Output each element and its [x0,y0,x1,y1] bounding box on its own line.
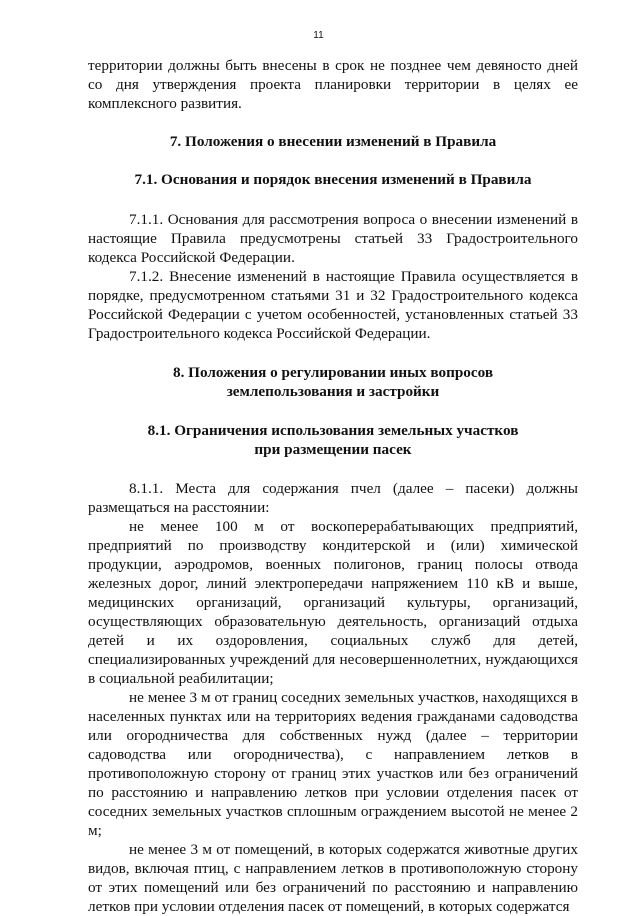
paragraph-7-1-2: 7.1.2. Внесение изменений в настоящие Правила осуществляется в порядке, предусмотренном статьями 31 и 32 Градостроительного кодекса Российской Федерации с учетом особенностей, установленных статьей 33 Градостроительного кодекса Российской Федерации. [88,268,578,342]
section-8-heading-line-2: землепользования и застройки [226,383,440,400]
paragraph-distance-3m-plots: не менее 3 м от границ соседних земельных участков, находящихся в населенных пунктах или на территориях ведения гражданами садоводства или огородничества для собственных нужд (далее – территории садоводства или огородничества), с направлением летков в противоположную сторону от границ этих участков или без ограничений по расстоянию и направлению летков при условии отделения пасек от соседних земельных участков сплошным ограждением высотой не менее 2 м; [88,689,578,839]
paragraph-8-1-1: 8.1.1. Места для содержания пчел (далее – пасеки) должны размещаться на расстоянии: [88,480,578,516]
subsection-7-1-heading: 7.1. Основания и порядок внесения изменений в Правила [134,171,532,188]
document-body [88,56,578,916]
section-7-heading: 7. Положения о внесении изменений в Правила [169,133,497,150]
paragraph-distance-3m-premises: не менее 3 м от помещений, в которых содержатся животные других видов, включая птиц, с направлением летков в противоположную сторону от этих помещений или без ограничений по расстоянию и направлению летков при условии отделения пасек от помещений, в которых содержатся [88,841,578,915]
section-8-heading-line-1: 8. Положения о регулировании иных вопросов [172,364,494,381]
subsection-8-1-heading [88,421,578,459]
paragraph-7-1-1: 7.1.1. Основания для рассмотрения вопроса о внесении изменений в настоящие Правила предусмотрены статьей 33 Градостроительного кодекса Российской Федерации. [88,211,578,266]
subsection-8-1-heading-line-2: при размещении пасек [254,441,412,458]
paragraph-distance-100m: не менее 100 м от воскоперерабатывающих предприятий, предприятий по производству кондитерской и (или) химической продукции, аэродромов, военных полигонов, границ полосы отвода железных дорог, линий электропередачи напряжением 110 кВ и выше, медицинских организаций, организаций культуры, организаций, осуществляющих образовательную деятельность, организаций отдыха детей и их оздоровления, социальных служб для детей, специализированных учреждений для несовершеннолетних, нуждающихся в социальной реабилитации; [88,518,578,687]
intro-paragraph: территории должны быть внесены в срок не позднее чем девяносто дней со дня утверждения проекта планировки территории в целях ее комплексного развития. [88,57,578,112]
page-number: 11 [313,30,324,41]
section-8-heading [88,363,578,401]
subsection-8-1-heading-line-1: 8.1. Ограничения использования земельных участков [147,422,519,439]
